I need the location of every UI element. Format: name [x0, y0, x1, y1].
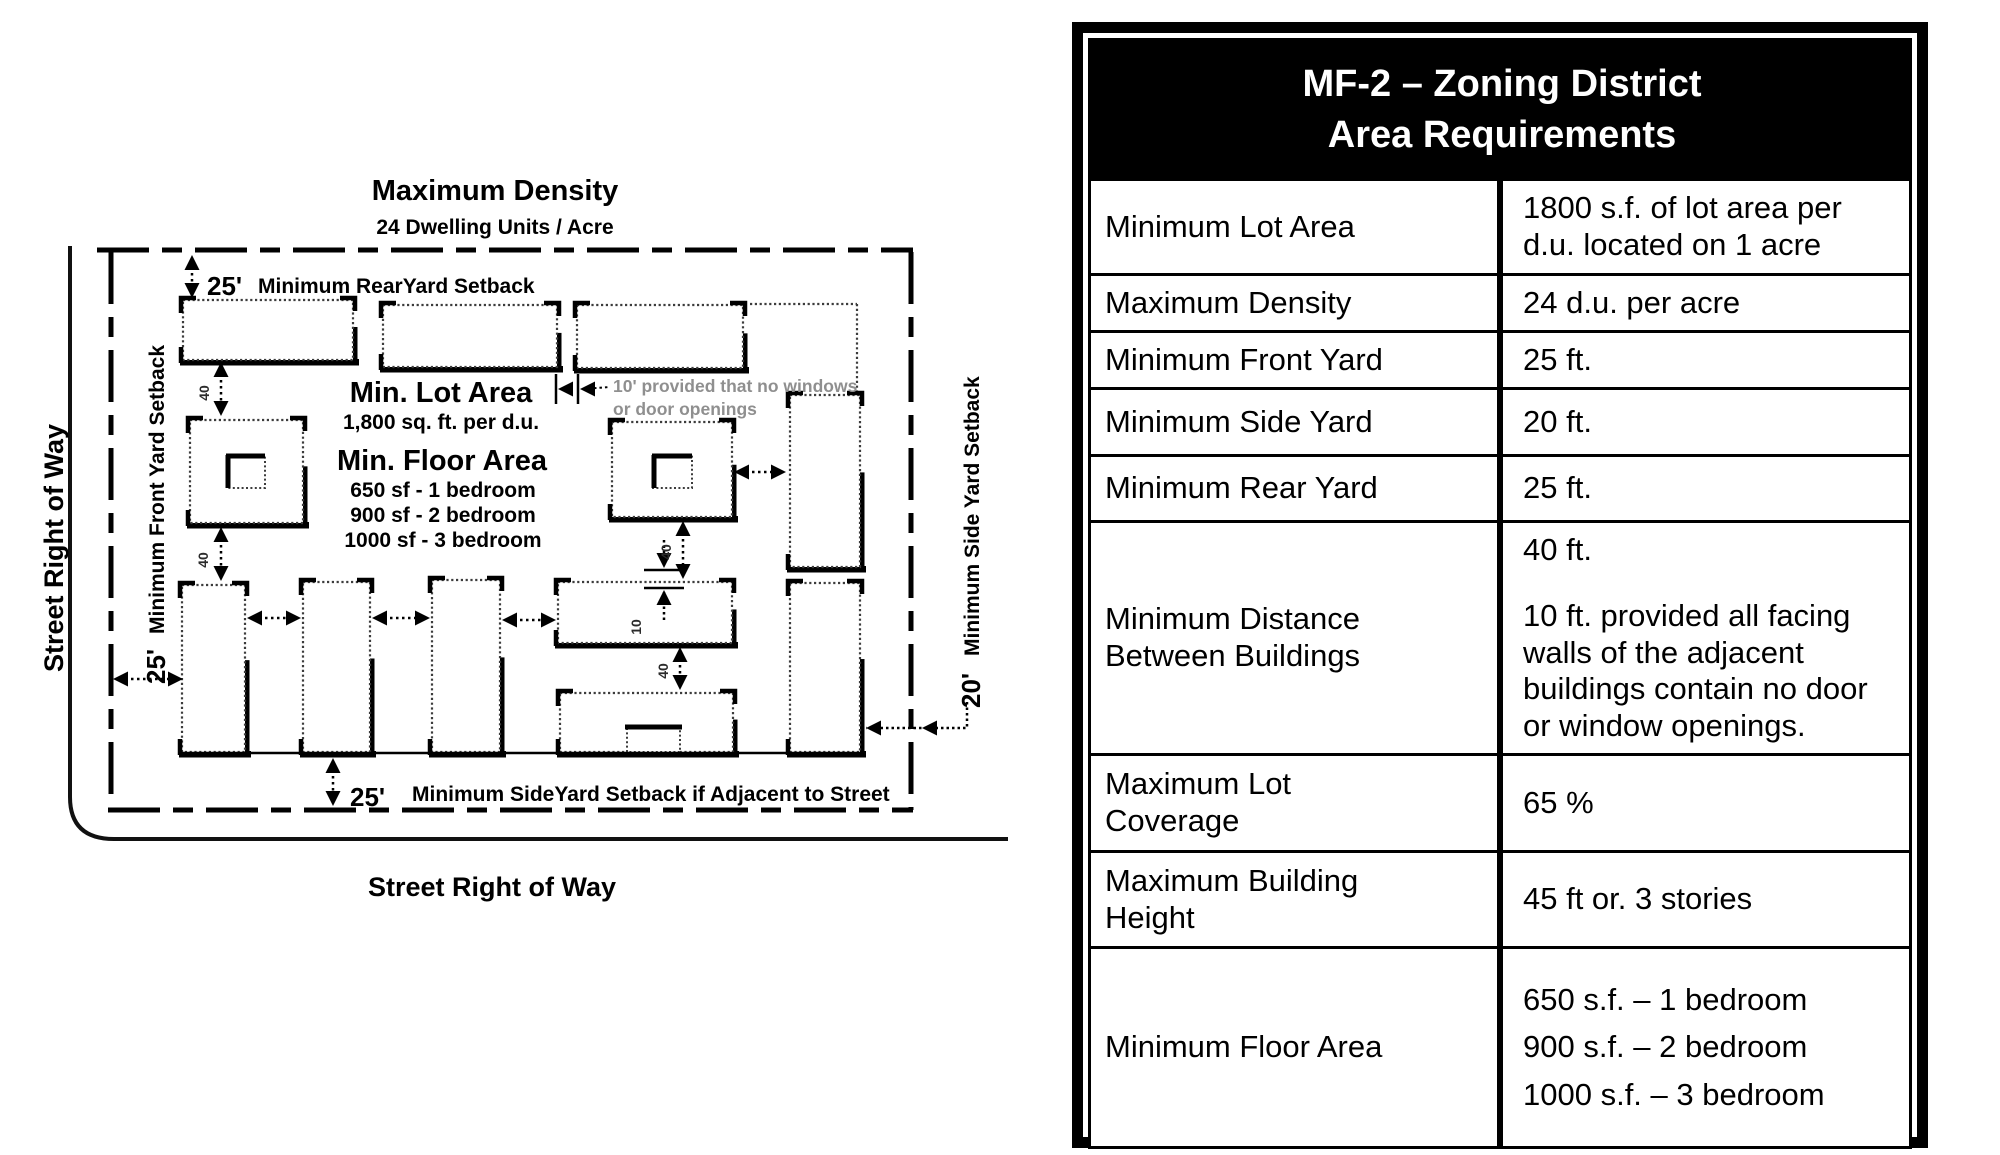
row-label-line2: Height — [1105, 899, 1195, 935]
dimension-arrow — [372, 611, 430, 626]
row-label: Minimum Rear Yard — [1090, 456, 1501, 522]
diagram-title: Maximum Density — [371, 175, 619, 207]
min-floor-area-title: Min. Floor Area — [337, 445, 547, 477]
building — [429, 578, 506, 758]
building — [609, 420, 738, 523]
dim-10-label: 10 — [628, 619, 644, 635]
row-value — [1500, 948, 1911, 1148]
rear-setback-label: Minimum RearYard Setback — [258, 275, 535, 298]
table-row — [1090, 522, 1911, 755]
table-title-line1: MF-2 – Zoning District — [1302, 62, 1702, 105]
row-label-line1: Maximum Lot — [1105, 766, 1292, 802]
dim-40-label: 40 — [196, 385, 212, 401]
row-value-line2: 900 s.f. – 2 bedroom — [1523, 1029, 1808, 1065]
bottom-setback-value: 25' — [350, 782, 386, 812]
min-lot-area-value: 1,800 sq. ft. per d.u. — [342, 411, 540, 434]
table-row — [1090, 332, 1911, 389]
table-row — [1090, 948, 1911, 1148]
building — [187, 418, 309, 529]
row-value-line1: 40 ft. — [1523, 531, 1592, 567]
dim-40-label: 40 — [658, 544, 674, 560]
row-value-line2: 10 ft. provided all facing walls of the adjacent buildings contain no door or window openings. — [1523, 598, 1868, 743]
gap-note-line2: or door openings — [613, 399, 757, 419]
row-label: Minimum Side Yard — [1090, 389, 1501, 456]
table-row — [1090, 275, 1911, 332]
bottom-setback-label: Minimum SideYard Setback if Adjacent to Street — [412, 783, 890, 806]
min-lot-area-title: Min. Lot Area — [349, 377, 533, 409]
dimension-arrow — [326, 758, 341, 806]
building — [300, 580, 376, 758]
building — [574, 303, 749, 374]
front-setback-value: 25' — [141, 648, 171, 684]
row-label — [1090, 852, 1501, 948]
row-value: 20 ft. — [1500, 389, 1911, 456]
row-label: Minimum Floor Area — [1090, 948, 1501, 1148]
zoning-table — [1072, 22, 1928, 1148]
row-value: 65 % — [1500, 755, 1911, 852]
table-header-row — [1090, 40, 1911, 180]
building — [787, 393, 866, 573]
row-value-line3: 1000 s.f. – 3 bedroom — [1523, 1076, 1825, 1112]
table-title — [1090, 40, 1911, 180]
bottom-street-label: Street Right of Way — [367, 872, 617, 902]
rear-setback-value: 25' — [207, 271, 243, 301]
table-row — [1090, 755, 1911, 852]
table-row — [1090, 389, 1911, 456]
building — [787, 581, 866, 758]
table-title-line2: Area Requirements — [1327, 113, 1677, 156]
row-label-line2: Coverage — [1105, 803, 1240, 838]
table-row — [1090, 852, 1911, 948]
floor-area-line-1: 650 sf - 1 bedroom — [350, 479, 536, 502]
row-label: Minimum Front Yard — [1090, 332, 1501, 389]
row-value: 25 ft. — [1500, 456, 1911, 522]
dim-40-label: 40 — [655, 663, 671, 679]
row-value: 25 ft. — [1500, 332, 1911, 389]
buildings-layer — [179, 298, 866, 758]
dimension-arrow — [247, 611, 301, 626]
row-value-line1: 650 s.f. – 1 bedroom — [1523, 981, 1808, 1017]
gap-dimension-top — [556, 374, 610, 404]
dimension-arrow — [673, 647, 688, 690]
row-value: 1800 s.f. of lot area per d.u. located on 1 acre — [1500, 180, 1911, 275]
right-setback-value: 20' — [956, 672, 986, 708]
floor-area-line-2: 900 sf - 2 bedroom — [350, 504, 536, 527]
row-label — [1090, 755, 1501, 852]
row-value — [1500, 522, 1911, 755]
left-street-label: Street Right of Way — [39, 423, 69, 672]
diagram-subtitle: 24 Dwelling Units / Acre — [376, 216, 614, 239]
row-label-line1: Minimum Distance — [1105, 601, 1360, 637]
building — [180, 298, 359, 366]
dim-40-label: 40 — [195, 552, 211, 568]
gap-note-line1: 10' provided that no windows — [613, 376, 858, 396]
row-label: Minimum Lot Area — [1090, 180, 1501, 275]
floor-area-line-3: 1000 sf - 3 bedroom — [344, 529, 542, 552]
right-setback-label: Minimum Side Yard Setback — [961, 376, 984, 656]
dimension-arrow — [185, 255, 200, 298]
dimension-arrow — [214, 362, 229, 416]
row-label: Maximum Density — [1090, 275, 1501, 332]
table-row — [1090, 456, 1911, 522]
building — [557, 691, 739, 758]
side-setback-leader — [866, 702, 967, 736]
building — [555, 580, 738, 649]
row-label — [1090, 522, 1501, 755]
row-label-line1: Maximum Building — [1105, 862, 1359, 898]
dimension-arrow — [214, 527, 229, 581]
front-setback-label: Minimum Front Yard Setback — [146, 344, 169, 634]
row-value: 24 d.u. per acre — [1500, 275, 1911, 332]
building — [380, 303, 563, 373]
building — [179, 583, 251, 758]
dimension-arrow — [734, 465, 786, 480]
dimension-arrow — [502, 613, 556, 628]
site-plan-diagram — [0, 0, 1060, 955]
table-row — [1090, 180, 1911, 275]
row-label-line2: Between Buildings — [1105, 638, 1361, 673]
row-value: 45 ft or. 3 stories — [1500, 852, 1911, 948]
